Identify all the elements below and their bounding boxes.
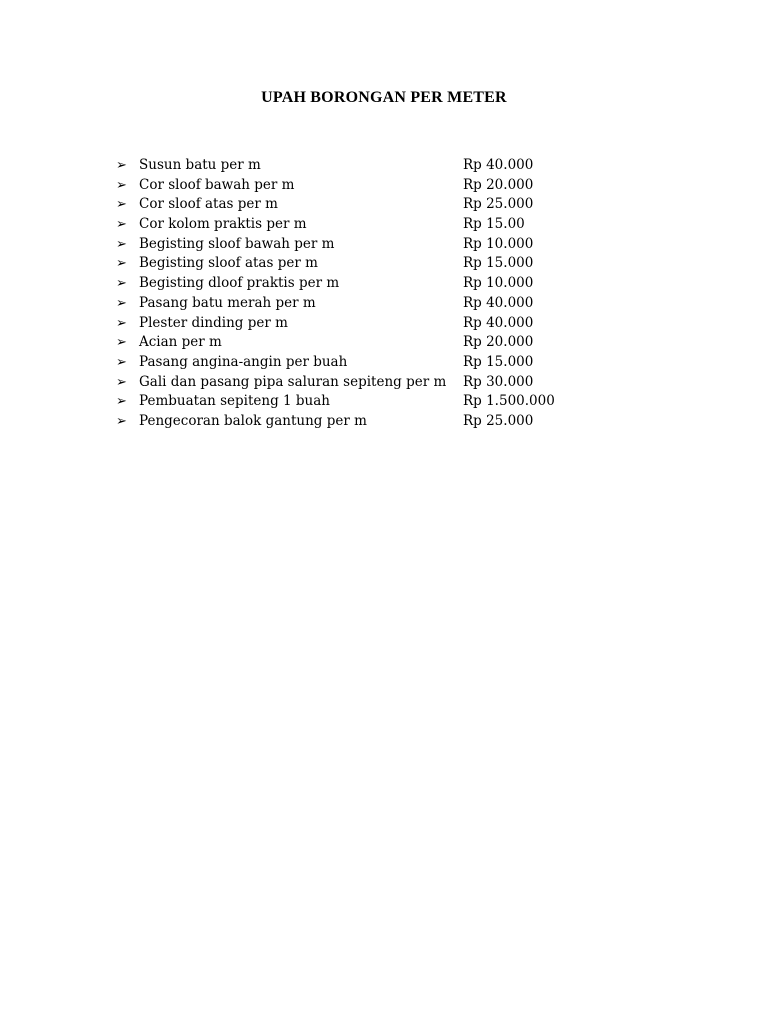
list-item <box>116 333 636 353</box>
item-price: Rp 25.000 <box>463 196 534 213</box>
item-label: Begisting sloof atas per m <box>139 255 318 272</box>
list-item <box>116 294 636 314</box>
price-list <box>116 156 636 432</box>
item-label: Acian per m <box>139 334 222 351</box>
item-label: Pasang batu merah per m <box>139 294 316 311</box>
item-price: Rp 25.000 <box>463 412 534 429</box>
list-item <box>116 156 636 176</box>
item-label: Pengecoran balok gantung per m <box>139 412 367 429</box>
list-item <box>116 215 636 235</box>
item-price: Rp 40.000 <box>463 294 534 311</box>
arrow-bullet-icon: ➢ <box>116 276 127 292</box>
arrow-bullet-icon: ➢ <box>116 236 127 252</box>
list-item <box>116 235 636 255</box>
item-label: Gali dan pasang pipa saluran sepiteng per m <box>139 373 447 390</box>
item-label: Cor sloof bawah per m <box>139 176 295 193</box>
list-item <box>116 314 636 334</box>
arrow-bullet-icon: ➢ <box>116 158 127 173</box>
arrow-bullet-icon: ➢ <box>116 413 127 429</box>
arrow-bullet-icon: ➢ <box>116 374 127 390</box>
item-label: Begisting sloof bawah per m <box>139 235 335 252</box>
item-price: Rp 10.000 <box>463 235 534 252</box>
list-item <box>116 176 636 196</box>
arrow-bullet-icon: ➢ <box>116 394 127 410</box>
arrow-bullet-icon: ➢ <box>116 256 127 272</box>
item-price: Rp 10.000 <box>463 275 534 292</box>
item-label: Pasang angina-angin per buah <box>139 353 348 370</box>
arrow-bullet-icon: ➢ <box>116 177 127 193</box>
item-price: Rp 40.000 <box>463 314 534 331</box>
item-price: Rp 20.000 <box>463 176 534 193</box>
item-price: Rp 30.000 <box>463 373 534 390</box>
arrow-bullet-icon: ➢ <box>116 354 127 370</box>
arrow-bullet-icon: ➢ <box>116 295 127 311</box>
item-label: Begisting dloof praktis per m <box>139 275 340 292</box>
item-price: Rp 40.000 <box>463 157 534 173</box>
list-item <box>116 392 636 412</box>
arrow-bullet-icon: ➢ <box>116 335 127 351</box>
page-title: UPAH BORONGAN PER METER <box>261 89 507 106</box>
list-item <box>116 195 636 215</box>
list-item <box>116 373 636 393</box>
item-price: Rp 15.000 <box>463 353 534 370</box>
arrow-bullet-icon: ➢ <box>116 217 127 233</box>
list-item <box>116 274 636 294</box>
item-price: Rp 15.00 <box>463 216 525 233</box>
arrow-bullet-icon: ➢ <box>116 315 127 331</box>
item-label: Plester dinding per m <box>139 314 288 331</box>
item-label: Cor sloof atas per m <box>139 196 278 213</box>
item-price: Rp 1.500.000 <box>463 393 555 410</box>
item-price: Rp 15.000 <box>463 255 534 272</box>
list-item <box>116 353 636 373</box>
item-price: Rp 20.000 <box>463 334 534 351</box>
arrow-bullet-icon: ➢ <box>116 197 127 213</box>
list-item <box>116 254 636 274</box>
item-label: Susun batu per m <box>139 157 261 173</box>
list-item <box>116 412 636 432</box>
item-label: Cor kolom praktis per m <box>139 216 307 233</box>
item-label: Pembuatan sepiteng 1 buah <box>139 393 330 410</box>
